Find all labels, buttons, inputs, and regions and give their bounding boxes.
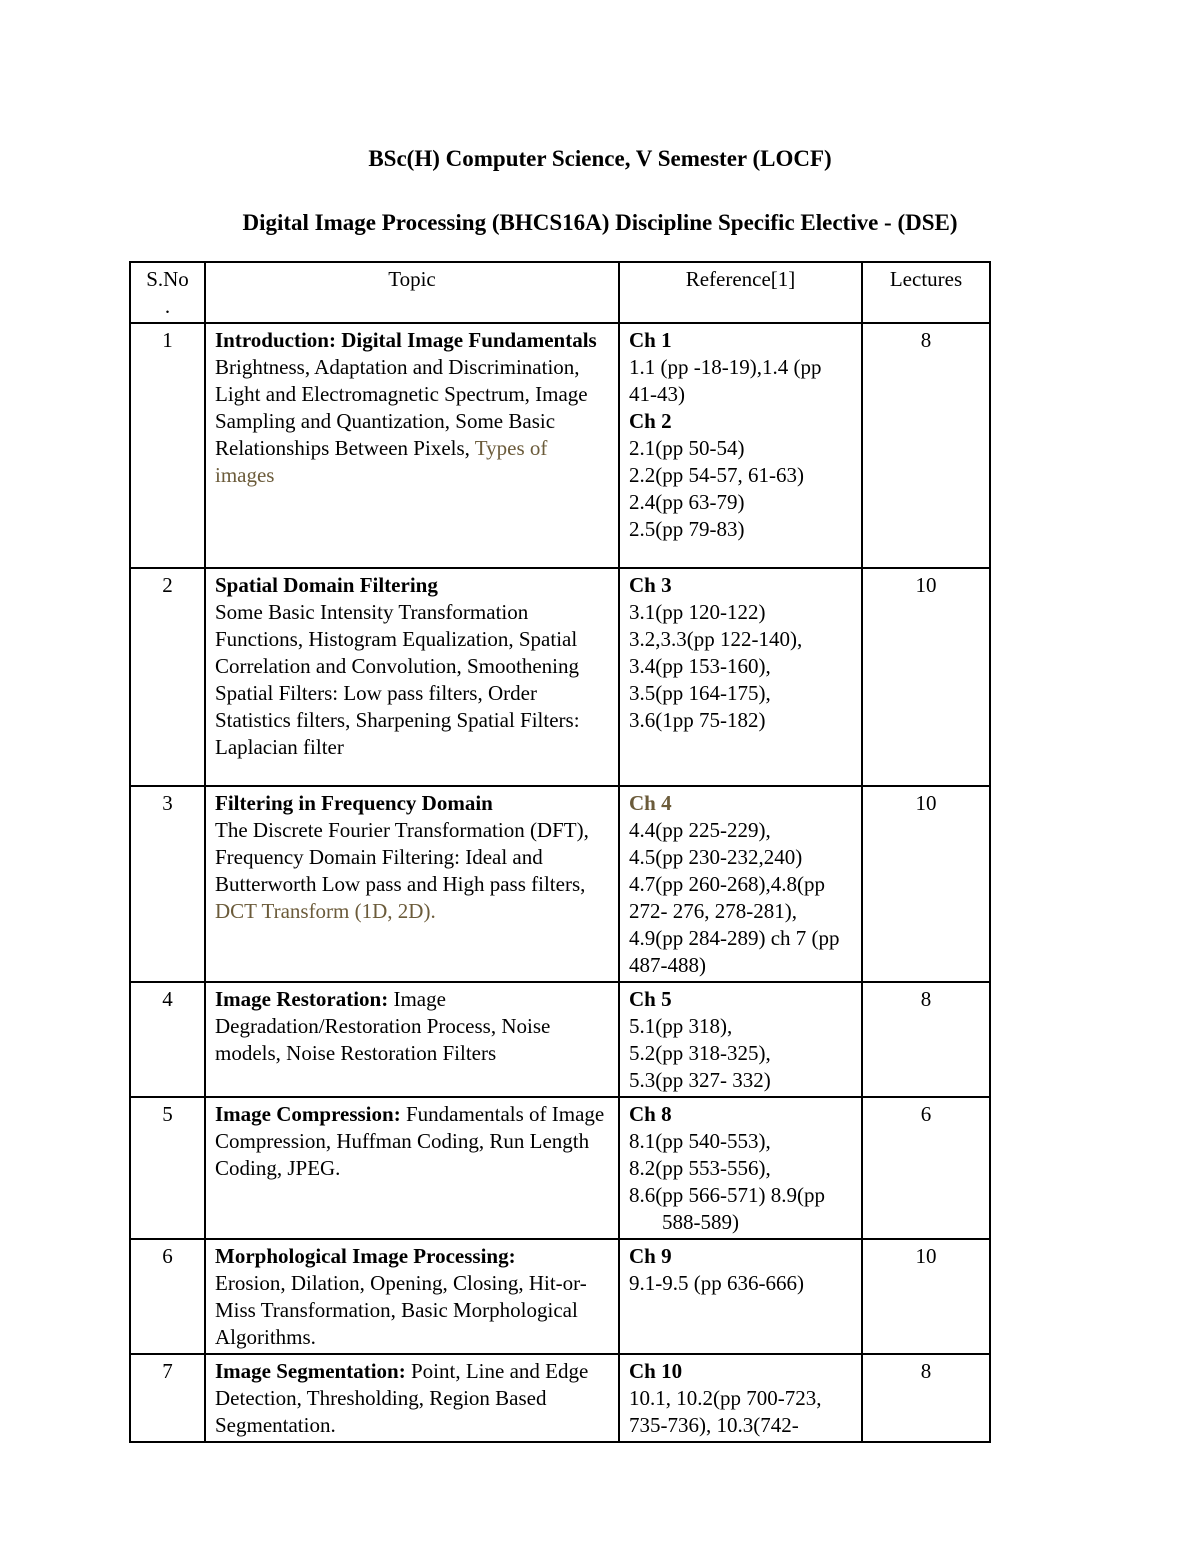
header-reference: Reference[1]	[619, 262, 862, 323]
table-row	[130, 323, 990, 568]
reference-line: 3.6(1pp 75-182)	[629, 708, 766, 732]
syllabus-table	[129, 261, 991, 1443]
reference-line: 9.1-9.5 (pp 636-666)	[629, 1271, 804, 1295]
topic-description: The Discrete Fourier Transformation (DFT), Frequency Domain Filtering: Ideal and Butterworth Low pass and High pass filters,	[215, 818, 589, 896]
chapter-label: Ch 1	[629, 328, 672, 352]
topic-heading: Spatial Domain Filtering	[215, 573, 438, 597]
reference-line: 8.1(pp 540-553),	[629, 1129, 771, 1153]
row-topic	[205, 786, 619, 982]
row-reference	[619, 982, 862, 1097]
row-lectures: 8	[862, 982, 990, 1097]
topic-highlight: DCT Transform (1D, 2D).	[215, 899, 436, 923]
reference-line: 5.3(pp 327- 332)	[629, 1068, 771, 1092]
topic-description: Some Basic Intensity Transformation Functions, Histogram Equalization, Spatial Correlation and Convolution, Smoothening Spatial Filters: Low pass filters, Order Statistics filters, Sharpening Spatial Filters: Laplacian filter	[215, 600, 580, 759]
document-title: BSc(H) Computer Science, V Semester (LOCF)	[368, 146, 832, 171]
row-lectures: 10	[862, 1239, 990, 1354]
topic-highlight: Types of images	[215, 436, 548, 487]
chapter-label: Ch 9	[629, 1244, 672, 1268]
row-topic	[205, 1239, 619, 1354]
topic-description: Fundamentals of Image Compression, Huffman Coding, Run Length Coding, JPEG.	[215, 1102, 605, 1180]
topic-heading: Introduction: Digital Image Fundamentals	[215, 328, 597, 352]
topic-heading: Image Segmentation:	[215, 1359, 406, 1383]
table-row	[130, 1239, 990, 1354]
row-sno: 4	[130, 982, 205, 1097]
table-row	[130, 786, 990, 982]
row-topic	[205, 323, 619, 568]
reference-line: 3.4(pp 153-160),	[629, 654, 771, 678]
header-sno: S.No .	[130, 262, 205, 323]
row-reference	[619, 786, 862, 982]
chapter-label: Ch 4	[629, 791, 672, 815]
row-topic	[205, 1354, 619, 1442]
reference-line: 3.5(pp 164-175),	[629, 681, 771, 705]
row-sno: 1	[130, 323, 205, 568]
reference-line: 8.6(pp 566-571) 8.9(pp	[629, 1183, 825, 1207]
reference-line: 2.5(pp 79-83)	[629, 517, 745, 541]
row-topic	[205, 982, 619, 1097]
topic-description: Erosion, Dilation, Opening, Closing, Hit-or-Miss Transformation, Basic Morphological Algorithms.	[215, 1271, 587, 1349]
reference-line: 10.1, 10.2(pp 700-723, 735-736), 10.3(742-	[629, 1386, 822, 1437]
chapter-label: Ch 5	[629, 987, 672, 1011]
reference-line: 2.1(pp 50-54)	[629, 436, 745, 460]
row-reference	[619, 323, 862, 568]
table-row	[130, 1354, 990, 1442]
reference-line: 5.1(pp 318),	[629, 1014, 733, 1038]
row-sno: 6	[130, 1239, 205, 1354]
table-row	[130, 982, 990, 1097]
row-topic	[205, 1097, 619, 1239]
row-sno: 3	[130, 786, 205, 982]
topic-heading: Image Restoration:	[215, 987, 389, 1011]
chapter-label: Ch 3	[629, 573, 672, 597]
header-topic: Topic	[205, 262, 619, 323]
reference-line: 4.9(pp 284-289) ch 7 (pp 487-488)	[629, 926, 840, 977]
reference-line: 3.1(pp 120-122)	[629, 600, 766, 624]
chapter-label: Ch 2	[629, 409, 672, 433]
reference-line: 4.4(pp 225-229),	[629, 818, 771, 842]
reference-line: 1.1 (pp -18-19),1.4 (pp 41-43)	[629, 355, 822, 406]
row-lectures: 10	[862, 568, 990, 786]
row-reference	[619, 1354, 862, 1442]
row-reference	[619, 1097, 862, 1239]
topic-heading: Filtering in Frequency Domain	[215, 791, 493, 815]
table-header-row	[130, 262, 990, 323]
chapter-label: Ch 10	[629, 1359, 683, 1383]
course-title: Digital Image Processing (BHCS16A) Discipline Specific Elective - (DSE)	[242, 210, 958, 235]
row-reference	[619, 1239, 862, 1354]
row-lectures: 8	[862, 1354, 990, 1442]
row-reference	[619, 568, 862, 786]
reference-line: 588-589)	[662, 1210, 739, 1234]
row-sno: 2	[130, 568, 205, 786]
row-lectures: 8	[862, 323, 990, 568]
topic-heading: Image Compression:	[215, 1102, 401, 1126]
header-lectures: Lectures	[862, 262, 990, 323]
reference-line: 8.2(pp 553-556),	[629, 1156, 771, 1180]
row-sno: 5	[130, 1097, 205, 1239]
reference-line: 4.7(pp 260-268),4.8(pp 272- 276, 278-281),	[629, 872, 825, 923]
reference-line: 3.2,3.3(pp 122-140),	[629, 627, 803, 651]
reference-line: 5.2(pp 318-325),	[629, 1041, 771, 1065]
reference-line: 2.2(pp 54-57, 61-63)	[629, 463, 804, 487]
chapter-label: Ch 8	[629, 1102, 672, 1126]
topic-description: Point, Line and Edge Detection, Thresholding, Region Based Segmentation.	[215, 1359, 589, 1437]
table-row	[130, 1097, 990, 1239]
row-lectures: 6	[862, 1097, 990, 1239]
row-lectures: 10	[862, 786, 990, 982]
row-topic	[205, 568, 619, 786]
topic-description: Brightness, Adaptation and Discrimination, Light and Electromagnetic Spectrum, Image Sampling and Quantization, Some Basic Relationships Between Pixels,	[215, 355, 588, 460]
topic-heading: Morphological Image Processing:	[215, 1244, 516, 1268]
row-sno: 7	[130, 1354, 205, 1442]
table-row	[130, 568, 990, 786]
reference-line: 2.4(pp 63-79)	[629, 490, 745, 514]
reference-line: 4.5(pp 230-232,240)	[629, 845, 803, 869]
topic-description: Image Degradation/Restoration Process, Noise models, Noise Restoration Filters	[215, 987, 551, 1065]
